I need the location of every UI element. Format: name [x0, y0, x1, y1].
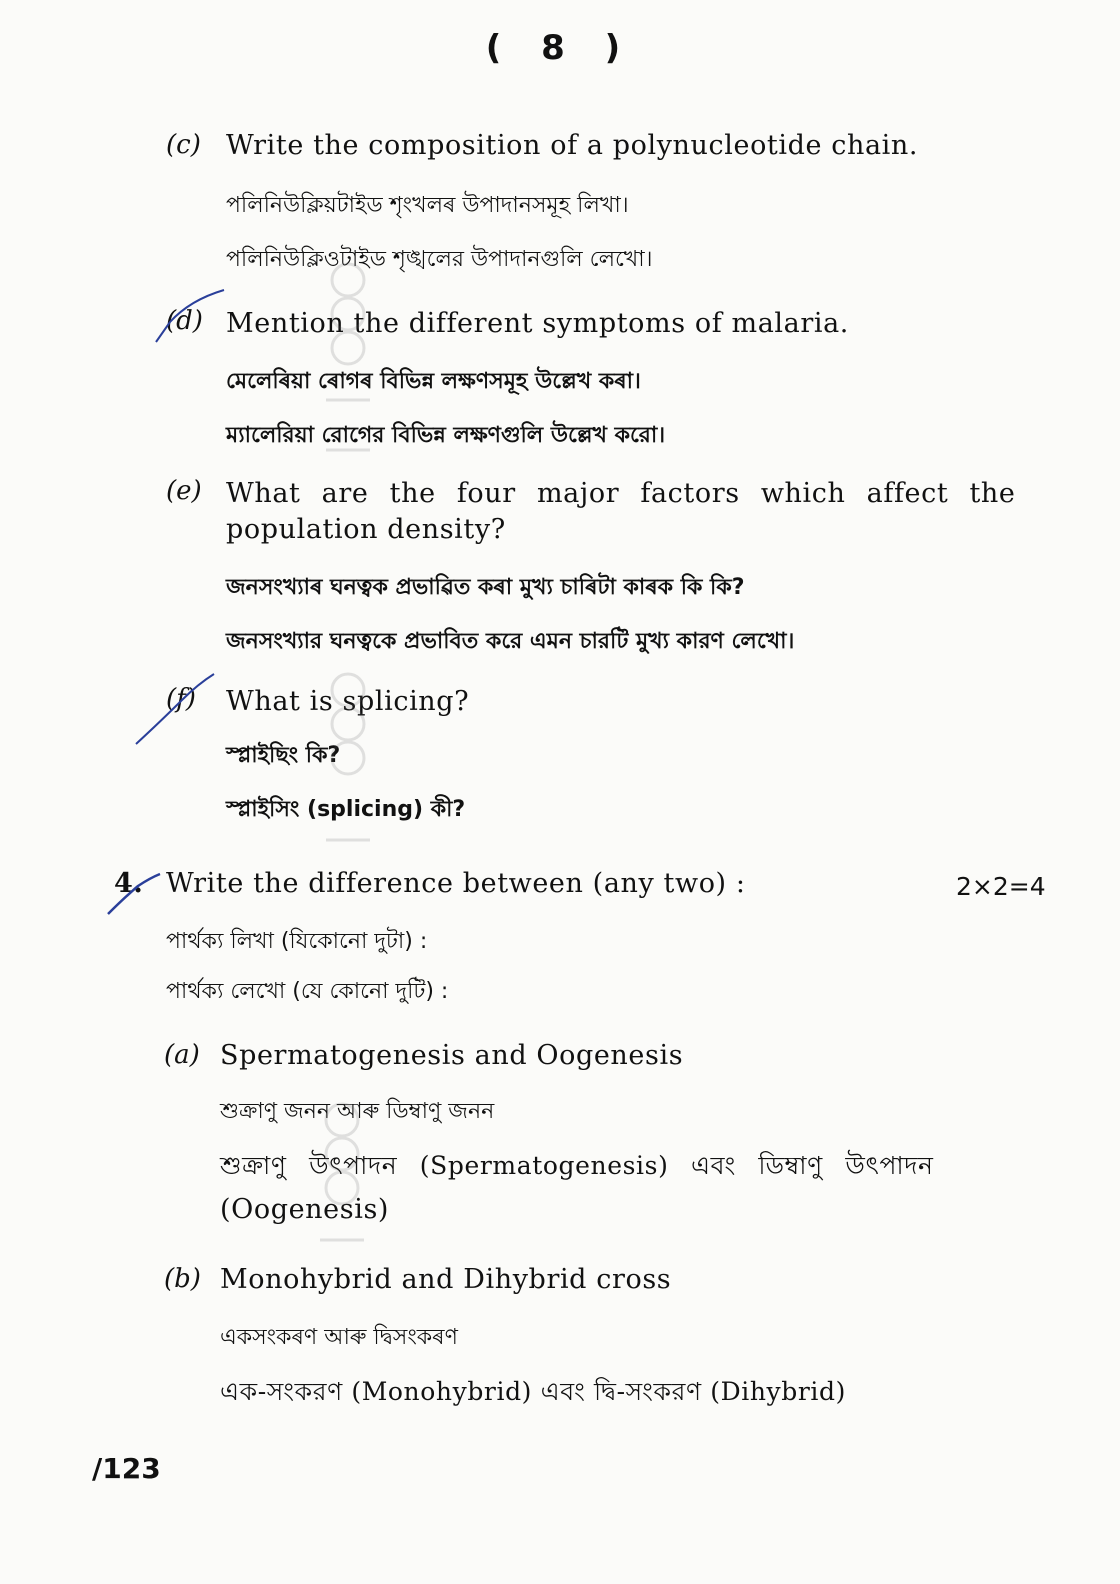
- page-number: ( 8 ): [485, 28, 635, 68]
- option-text-bengali: শুক্রাণু উৎপাদন (Spermatogenesis) এবং ডিম্বাণু উৎপাদন: [220, 1151, 934, 1180]
- option-text-assamese: একসংকৰণ আৰু দ্বিসংকৰণ: [220, 1325, 458, 1350]
- question-label: (a): [164, 1040, 200, 1070]
- question-label: (c): [166, 130, 201, 160]
- question-label: (f): [166, 684, 196, 714]
- question-label: (d): [166, 306, 203, 336]
- question-text-bengali: স্প্লাইসিং (splicing) কী?: [226, 797, 466, 822]
- question-label: (b): [164, 1264, 201, 1294]
- pen-tick-mark: [104, 870, 164, 920]
- question-text-english: What are the four major factors which affect the: [226, 478, 1016, 509]
- watermark-stamp: [318, 250, 378, 470]
- question-number: 4.: [114, 868, 144, 899]
- watermark-stamp: [318, 670, 378, 870]
- question-text-english: Write the difference between (any two) :: [166, 868, 746, 899]
- question-text-bengali: পার্থক্য লেখো (যে কোনো দুটি) :: [166, 979, 449, 1004]
- option-text-english: Monohybrid and Dihybrid cross: [220, 1264, 672, 1295]
- question-text-bengali: ম্যালেরিয়া রোগের বিভিন্ন লক্ষণগুলি উল্লেখ করো।: [226, 423, 666, 448]
- option-text-assamese: শুক্ৰাণু জনন আৰু ডিম্বাণু জনন: [220, 1099, 495, 1124]
- pen-tick-mark: [132, 670, 222, 750]
- option-text-english: Spermatogenesis and Oogenesis: [220, 1040, 684, 1071]
- question-text-assamese: স্প্লাইছিং কি?: [226, 743, 341, 768]
- question-text-english-continued: population density?: [226, 514, 506, 545]
- option-text-bengali-continued: (Oogenesis): [220, 1194, 390, 1225]
- question-text-english: Write the composition of a polynucleotide chain.: [226, 130, 919, 161]
- watermark-stamp: [312, 1100, 372, 1260]
- pen-tick-mark: [150, 286, 230, 346]
- question-text-english: Mention the different symptoms of malaria.: [226, 308, 849, 339]
- question-text-english: What is splicing?: [226, 686, 470, 717]
- question-text-assamese: জনসংখ্যাৰ ঘনত্বক প্ৰভাৱিত কৰা মুখ্য চাৰিটা কাৰক কি কি?: [226, 575, 745, 600]
- marks-allocation: 2×2=4: [956, 872, 1046, 901]
- question-text-bengali: জনসংখ্যার ঘনত্বকে প্রভাবিত করে এমন চারটি মুখ্য কারণ লেখো।: [226, 629, 795, 654]
- paper-code: /123: [92, 1452, 161, 1485]
- question-text-bengali: পলিনিউক্লিওটাইড শৃঙ্খলের উপাদানগুলি লেখো।: [226, 247, 653, 272]
- question-label: (e): [166, 476, 202, 506]
- question-text-assamese: পাৰ্থক্য লিখা (যিকোনো দুটা) :: [166, 929, 428, 954]
- option-text-bengali: এক-সংকরণ (Monohybrid) এবং দ্বি-সংকরণ (Dihybrid): [220, 1377, 846, 1406]
- question-text-assamese: পলিনিউক্লিয়টাইড শৃংখলৰ উপাদানসমূহ লিখা।: [226, 193, 629, 218]
- question-text-assamese: মেলেৰিয়া ৰোগৰ বিভিন্ন লক্ষণসমূহ উল্লেখ কৰা।: [226, 369, 641, 394]
